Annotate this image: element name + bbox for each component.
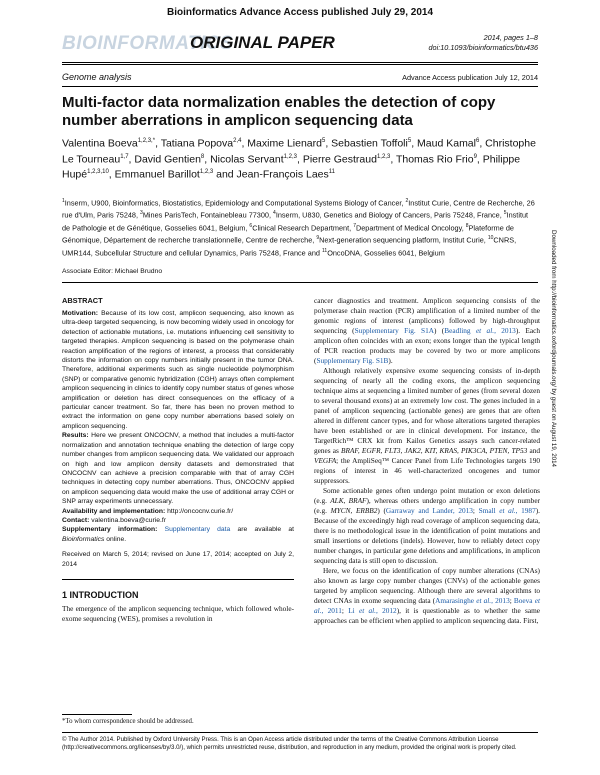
header-rule (62, 62, 538, 63)
download-stamp-text: Downloaded from http://bioinformatics.oxfordjournals.org/ by guest on August 19, 2014 (550, 230, 557, 467)
associate-editor: Associate Editor: Michael Brudno (62, 268, 163, 275)
contact-email[interactable]: valentina.boeva@curie.fr (91, 516, 167, 524)
abstract-results (62, 431, 294, 506)
availability-url[interactable]: http://oncocnv.curie.fr/ (167, 507, 234, 515)
section-label: Genome analysis (62, 72, 132, 82)
paper-type: ORIGINAL PAPER (190, 33, 335, 52)
abstract-availability (62, 507, 294, 516)
supp-fig-s1a-link[interactable]: Supplementary Fig. S1A (354, 326, 435, 335)
availability-label: Availability and implementation: (62, 507, 166, 515)
left-column (62, 296, 294, 624)
supplementary-label: Supplementary information: (62, 526, 158, 534)
ref-boeva[interactable]: Boeva et al., 2011 (314, 596, 540, 615)
citation-meta (428, 33, 538, 53)
results-label: Results: (62, 432, 89, 440)
right-column (314, 296, 540, 626)
results-text: Here we present ONCOCNV, a method that includes a multi-factor normalization and annotation technique enabling the detection of large copy number changes from amplicon sequencing data. We validated our approach on high and low amplicon density datasets and demonstrated that ONCOCNV can achieve a precision comparable with that of array CGH techniques in detecting copy number aberrations. Thus, ONCOCNV applied on amplicon sequencing data would make the use of additional array CGH or SNP array experiments unnecessary. (62, 432, 294, 506)
paragraph-2: Although relatively expensive exome sequencing consists of in-depth sequencing of nearly all the coding exons, the amplicon sequencing technique aims at sequencing a limited number of genes (from several dozen to several thousand exons) at an extremely low cost. The genes included in a panel of amplicon sequencing (actionable genes) are genes that are often altered in different cancer types, and for whose alterations targeted therapies have been established or are in clinical development. For instance, the TargetRich™ CRX kit from Kailos Genetics assays such cancer-related genes as BRAF, EGFR, FLT3, JAK2, KIT, KRAS, PIK3CA, PTEN, TP53 and VEGFA; the AmpliSeq™ Cancer Panel from Life Technologies targets 190 regions of interest in 46 well-characterized oncogenes and tumor suppressors. (314, 366, 540, 485)
ref-beadling[interactable]: Beadling et al., 2013 (444, 326, 516, 335)
advance-access-banner: Bioinformatics Advance Access published July 29, 2014 (166, 7, 434, 18)
paper-title: Multi-factor data normalization enables the detection of copy number aberrations in amplicon sequencing data (62, 94, 496, 129)
section-rule (62, 86, 538, 87)
doi: doi:10.1093/bioinformatics/btu436 (428, 43, 538, 52)
introduction-heading: 1 INTRODUCTION (62, 589, 139, 600)
ref-amarasinghe[interactable]: Amarasinghe et al., 2013 (435, 596, 510, 605)
motivation-label: Motivation: (62, 310, 98, 317)
author-list: Valentina Boeva$^{1,2,3,*}$, Tatiana Popova$^{2,4}$, Maxime Lienard$^5$, Sebastien Toffoli$^5$, Maud Kamal$^6$, Christophe Le Tourneau$^{1,7}$, David Gentien$^8$, Nicolas Servant$^{1,2,3}$, Pierre Gestraud$^{1,2,3}$, Thomas Rio Frio$^9$, Philippe Hupé$^{1,2,3,10}$, Emmanuel Barillot$^{1,2,3}$ and Jean-François Laes$^{11}$ (62, 137, 536, 181)
paragraph-1: cancer diagnostics and treatment. Amplicon sequencing consists of the polymerase chain reaction (PCR) amplification of a limited number of the genomic regions of interest (amplicons) followed by high-throughput sequencing (Supplementary Fig. S1A) (Beadling et al., 2013). Each amplicon often coincides with an exon; exons longer than the typical length of PCR reaction products may be covered by two or more amplicons (Supplementary Fig. S1B). (314, 296, 541, 365)
paragraph-3: Some actionable genes often undergo point mutation or exon deletions (e.g. ALK, BRAF), whereas others undergo amplification in copy number (e.g. MYCN, ERBB2) (Garraway and Lander, 2013; Small et al., 1987). Because of the exceedingly high read coverage of amplicon sequencing data, there is no methodological issue in the identification of point mutations and small insertions or deletions (indels). However, how to reliably detect copy number changes, in particular gene deletions and amplifications, in amplicon sequencing data is still open to discussion. (314, 486, 540, 565)
abstract-top-rule (62, 282, 538, 283)
motivation-text: Because of its low cost, amplicon sequencing, also known as ultra-deep targeted sequencing, is now becoming widely used in oncology for detection of actionable mutations, i.e. mutations influencing cell sensitivity to targeted therapies. Amplicon sequencing is based on the polymerase chain reaction amplification of the regions of interest, a process that considerably distorts the information on copy numbers initially present in the tumor DNA. Therefore, additional experiments such as single nucleotide polymorphism (SNP) or comparative genomic hybridization (CGH) arrays often complement amplicon sequencing in clinics to identify copy number status of genes whose amplification or deletion has direct consequences on the efficacy of a particular cancer treatment. So far, there has been no proven method to extract the information on gene copy number aberrations based solely on amplicon sequencing. (62, 310, 294, 430)
correspondence-footnote: *To whom correspondence should be addressed. (62, 718, 194, 725)
received-dates: Received on March 5, 2014; revised on June 17, 2014; accepted on July 2, 2014 (62, 551, 294, 568)
supplementary-journal: Bioinformatics (62, 535, 105, 543)
abstract-heading: ABSTRACT (62, 296, 103, 305)
introduction-text: The emergence of the amplicon sequencing technique, which followed whole-exome sequencing (WES), promises a revolution in (62, 603, 294, 623)
ref-garraway[interactable]: Garraway and Lander, 2013 (385, 506, 473, 515)
license-rule (62, 732, 538, 733)
ref-li[interactable]: Li et al., 2012 (348, 606, 397, 615)
header-rule-2 (62, 64, 538, 65)
ref-small[interactable]: Small et al., 1987 (478, 506, 536, 515)
abstract-motivation (62, 309, 294, 431)
contact-label: Contact: (62, 516, 90, 524)
paragraph-4: Here, we focus on the identification of copy number alterations (CNAs) also known as large copy number changes (CNVs) of the actionable genes targeted by amplicon sequencing. Although there are several algorithms to detect CNAs in exome sequencing data (Amarasinghe et al., 2013; Boeva et al., 2011; Li et al., 2012), it is questionable as to whether the same approaches can be efficient when applied to amplicon sequencing data. First, (314, 566, 540, 625)
abstract-bottom-rule (62, 579, 294, 580)
abstract-supplementary (62, 525, 294, 544)
advance-publication-date: Advance Access publication July 12, 2014 (402, 73, 538, 82)
supplementary-end: online. (106, 535, 127, 543)
supplementary-link[interactable]: Supplementary data (164, 526, 231, 534)
license-text: © The Author 2014. Published by Oxford University Press. This is an Open Access article distributed under the terms of the Creative Commons Attribution License (http://creativecommons.org/licenses/by/3.0/), which permits unrestricted reuse, distribution, and reproduction in any medium, provided the original work is properly cited. (62, 736, 517, 751)
download-stamp (548, 230, 558, 650)
pages: 2014, pages 1–8 (483, 33, 538, 42)
footnote-rule (62, 714, 132, 715)
abstract-contact (62, 516, 294, 525)
affiliations: $^1$Inserm, U900, Bioinformatics, Biostatistics, Epidemiology and Computational Systems Biology of Cancer, $^2$Institut Curie, Centre de Recherche, 26 rue d'Ulm, Paris 75248, $^3$Mines ParisTech, Fontainebleau 77300, $^4$Inserm, U830, Genetics and Biology of Cancers, Paris 75248, France, $^5$Institut de Pathologie et de Génétique, Gosselies 6041, Belgium, $^6$Clinical Research Department, $^7$Department of Medical Oncology, $^8$Plateforme de Génomique, Département de recherche translationnelle, Centre de recherche, $^9$Next-generation sequencing platform, Institut Curie, $^{10}$CNRS, UMR144, Subcellular Structure and cellular Dynamics, Paris 75248, France and $^{11}$OncoDNA, Gosselies 6041, Belgium (62, 198, 535, 258)
supp-fig-s1b-link[interactable]: Supplementary Fig. S1B (316, 356, 389, 365)
supplementary-text: are available at (237, 526, 294, 534)
journal-name: BIOINFORMATICS (62, 33, 234, 54)
